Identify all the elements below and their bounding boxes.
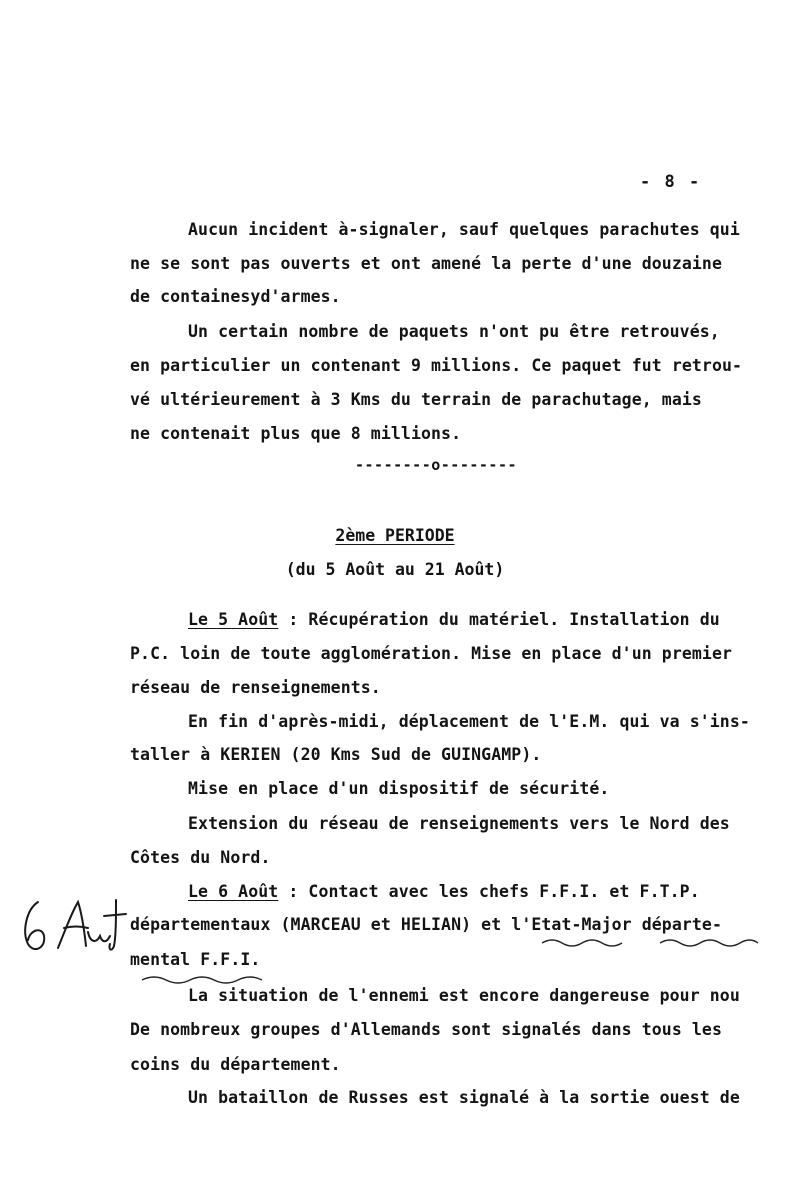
text-line: Un bataillon de Russes est signalé à la sortie ouest de	[188, 1088, 740, 1107]
entry-date: Le 6 Août	[188, 882, 279, 901]
text-line: Extension du réseau de renseignements vers le Nord des	[188, 814, 730, 833]
section-subtitle: (du 5 Août au 21 Août)	[285, 560, 505, 579]
text-line: Un certain nombre de paquets n'ont pu être retrouvés,	[188, 322, 720, 341]
text-line: La situation de l'ennemi est encore dangereuse pour nou	[188, 986, 740, 1005]
section-title-wrap	[0, 526, 790, 545]
text-line: ne se sont pas ouverts et ont amené la perte d'une douzaine	[130, 254, 722, 273]
text-line: départementaux (MARCEAU et HELIAN) et l'Etat-Major départe-	[130, 915, 722, 934]
text-line: Côtes du Nord.	[130, 848, 271, 867]
section-title: 2ème PERIODE	[335, 526, 455, 545]
text-line: taller à KERIEN (20 Kms Sud de GUINGAMP).	[130, 745, 542, 764]
text-line: vé ultérieurement à 3 Kms du terrain de parachutage, mais	[130, 390, 702, 409]
entry-date: Le 5 Août	[188, 610, 279, 629]
text-line: réseau de renseignements.	[130, 678, 381, 697]
text-line: coins du département.	[130, 1055, 341, 1074]
text-line: De nombreux groupes d'Allemands sont signalés dans tous les	[130, 1020, 722, 1039]
text-line: de containesyd'armes.	[130, 287, 341, 306]
section-separator: --------o--------	[355, 456, 518, 474]
text-line: mental F.F.I.	[130, 950, 261, 969]
entry-5-aout-line	[188, 610, 720, 630]
text-line: P.C. loin de toute agglomération. Mise en place d'un premier	[130, 644, 733, 663]
text-line: En fin d'après-midi, déplacement de l'E.M. qui va s'ins-	[188, 712, 750, 731]
handwritten-margin-note	[18, 888, 128, 968]
text-line: ne contenait plus que 8 millions.	[130, 424, 462, 443]
text-line: Mise en place d'un dispositif de sécurité.	[188, 779, 610, 798]
text-span: : Récupération du matériel. Installation du	[278, 610, 720, 629]
handwritten-underline	[540, 935, 760, 951]
entry-6-aout-line	[188, 882, 700, 902]
text-span: : Contact avec les chefs F.F.I. et F.T.P.	[278, 882, 700, 901]
page-number: - 8 -	[640, 172, 702, 192]
handwritten-underline	[140, 972, 280, 988]
text-line: en particulier un contenant 9 millions. Ce paquet fut retrou-	[130, 356, 743, 375]
text-line: Aucun incident à-signaler, sauf quelques parachutes qui	[188, 220, 740, 239]
